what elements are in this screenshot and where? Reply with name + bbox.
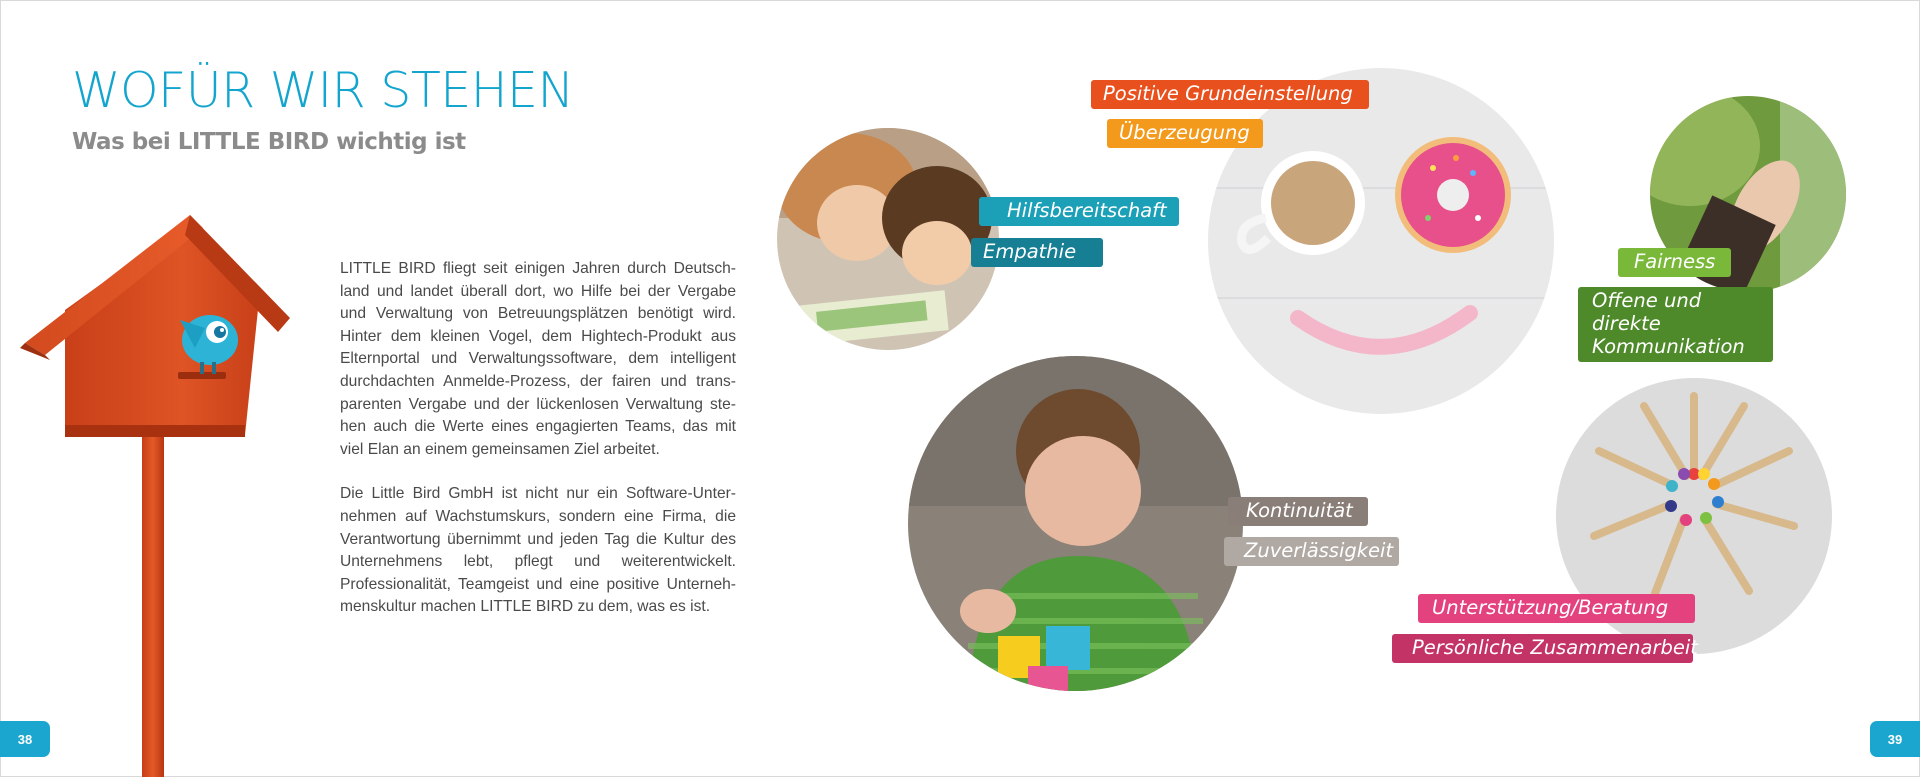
tag-fairness: Fairness (1618, 248, 1731, 277)
tag-ueberzeugung: Überzeugung (1107, 119, 1263, 148)
intro-text (340, 258, 736, 641)
tag-positive-grundeinstellung: Positive Grundeinstellung (1091, 80, 1369, 109)
tag-unterstuetzung: Unterstützung/Beratung (1418, 594, 1695, 623)
tag-hilfsbereitschaft: Hilfsbereitschaft (979, 197, 1179, 226)
page-title: WOFÜR WIR STEHEN (72, 62, 574, 119)
tag-kontinuitaet: Kontinuität (1228, 497, 1368, 526)
birdhouse-illustration (20, 210, 300, 781)
photo-child-blocks (908, 356, 1243, 691)
intro-paragraph-2: Die Little Bird GmbH ist nicht nur ein Software-Unter-nehmen auf Wachstumskurs, sondern eine Firma, die Verantwortung übernimmt und jeden Tag die Kultur des Unternehmens lebt, pflegt und weiterentwickelt. Professionalität, Teamgeist und eine positive Unterneh-menskultur machen LITTLE BIRD zu dem, was es ist. (340, 485, 736, 616)
page-number-right: 39 (1870, 721, 1920, 757)
page-subtitle: Was bei LITTLE BIRD wichtig ist (72, 129, 466, 155)
page-number-left: 38 (0, 721, 50, 757)
tag-zusammenarbeit: Persönliche Zusammenarbeit (1392, 634, 1693, 663)
tag-zuverlaessigkeit: Zuverlässigkeit (1224, 537, 1399, 566)
tag-offene-kommunikation: Offene und direkte Kommunikation (1578, 287, 1773, 362)
photo-children-reading (777, 128, 999, 350)
intro-paragraph-1: LITTLE BIRD fliegt seit einigen Jahren durch Deutsch-land und landet überall dort, wo Hilfe bei der Vergabe und Verwaltung von Betreuungsplätzen benötigt wird. Hinter dem kleinen Vogel, dem Hightech-Produkt aus Elternportal und Verwaltungssoftware, dem intelligent durchdachten Anmelde-Prozess, der fairen und trans-parenten Vergabe und der lückenlosen Verwaltung ste-hen auch die Werte eines engagierten Teams, das mit viel Elan an einem gemeinsamen Ziel arbeitet. (340, 260, 736, 458)
tag-empathie: Empathie (971, 238, 1103, 267)
